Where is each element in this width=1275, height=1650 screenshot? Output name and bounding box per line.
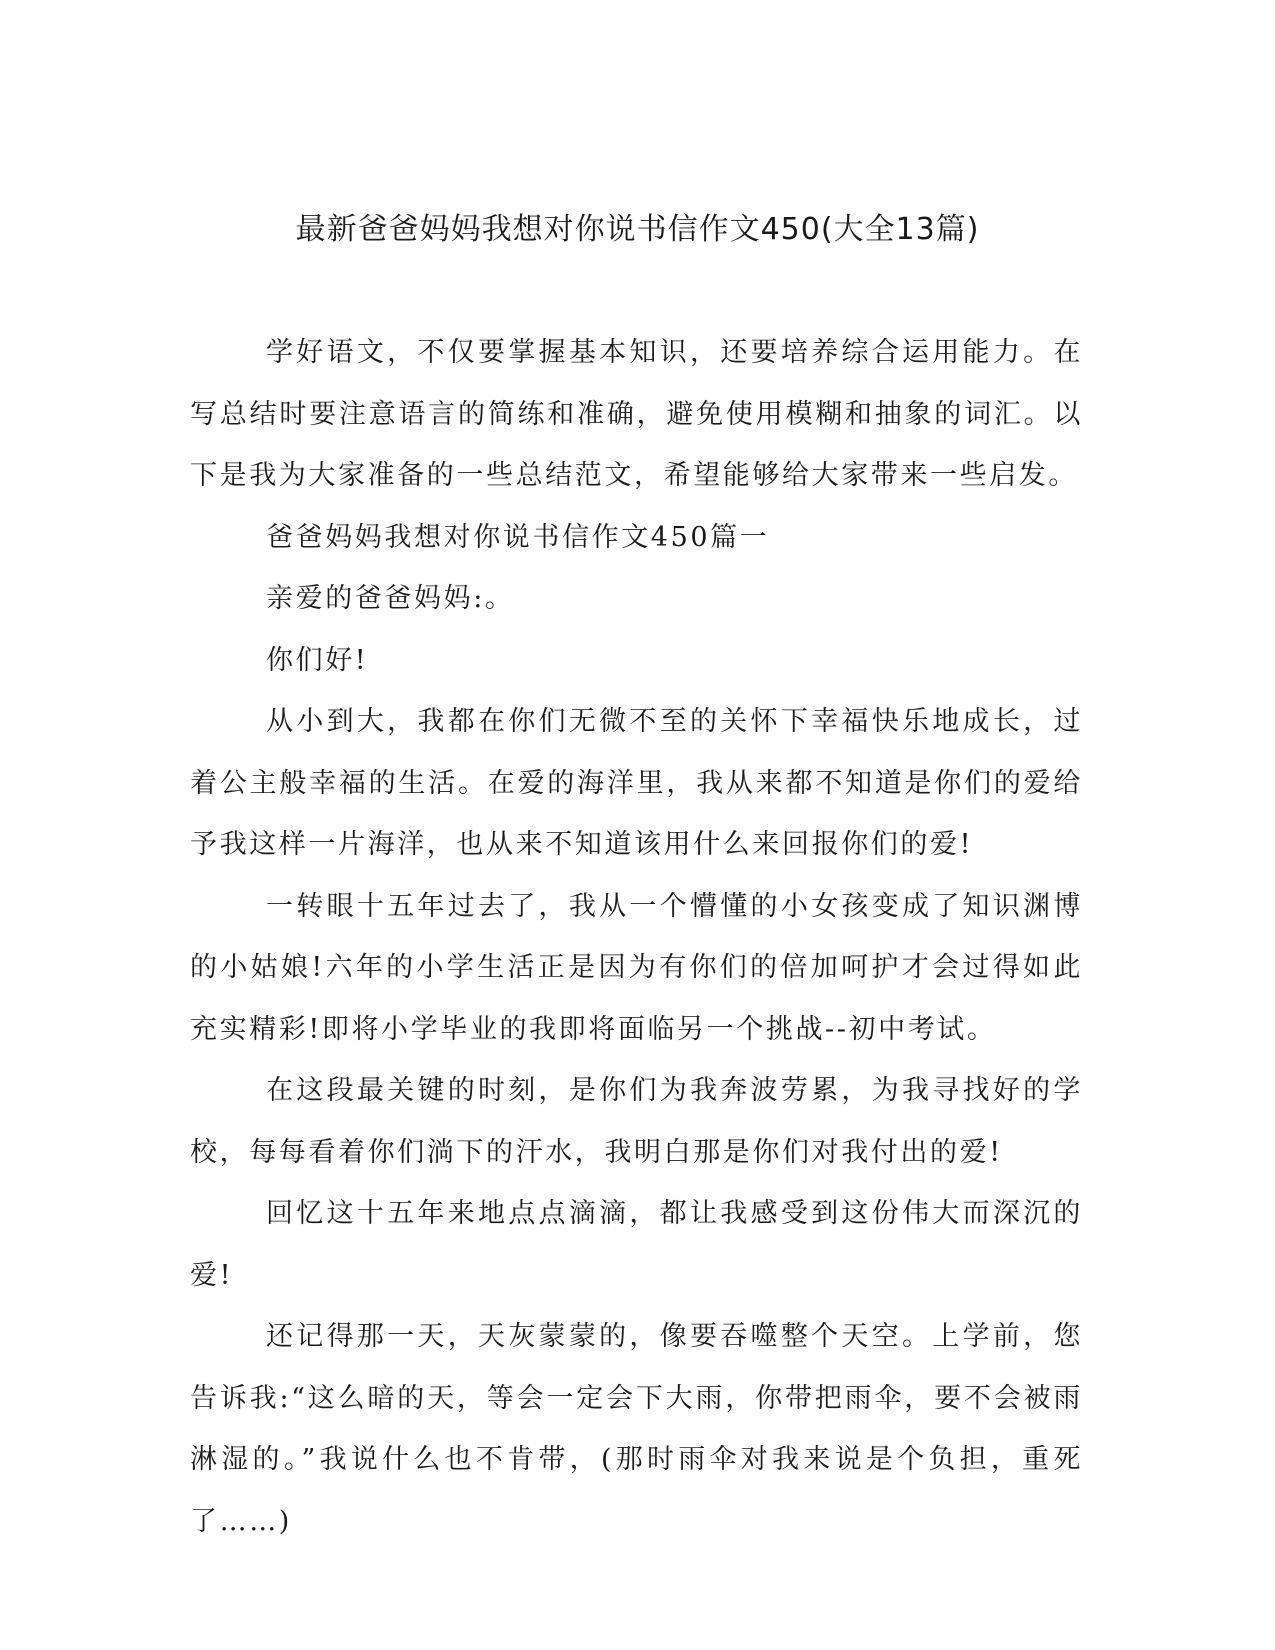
body-paragraph: 回忆这十五年来地点点滴滴，都让我感受到这份伟大而深沉的爱!: [190, 1198, 1083, 1291]
section-heading: 爸爸妈妈我想对你说书信作文450篇一: [266, 521, 770, 553]
body-paragraph: 还记得那一天，天灰蒙蒙的，像要吞噬整个天空。上学前，您告诉我:“这么暗的天，等会一定会下大雨，你带把雨伞，要不会被雨淋湿的。”我说什么也不肯带，(那时雨伞对我来说是个负担，重死了……): [190, 1321, 1083, 1537]
document-title: 最新爸爸妈妈我想对你说书信作文450(大全13篇): [295, 212, 980, 247]
body-paragraph: 从小到大，我都在你们无微不至的关怀下幸福快乐地成长，过着公主般幸福的生活。在爱的海洋里，我从来都不知道是你们的爱给予我这样一片海洋，也从来不知道该用什么来回报你们的爱!: [190, 706, 1083, 860]
body-paragraph: 一转眼十五年过去了，我从一个懵懂的小女孩变成了知识渊博的小姑娘!六年的小学生活正是因为有你们的倍加呵护才会过得如此充实精彩!即将小学毕业的我即将面临另一个挑战--初中考试。: [190, 890, 1083, 1045]
document-body: [190, 322, 1083, 1552]
letter-salutation: 亲爱的爸爸妈妈:。: [266, 583, 515, 614]
intro-paragraph: 学好语文，不仅要掌握基本知识，还要培养综合运用能力。在写总结时要注意语言的简练和准确，避免使用模糊和抽象的词汇。以下是我为大家准备的一些总结范文，希望能够给大家带来一些启发。: [190, 337, 1083, 491]
body-paragraph: 在这段最关键的时刻，是你们为我奔波劳累，为我寻找好的学校，每每看着你们淌下的汗水，我明白那是你们对我付出的爱!: [190, 1075, 1083, 1168]
letter-greeting: 你们好!: [266, 644, 369, 676]
